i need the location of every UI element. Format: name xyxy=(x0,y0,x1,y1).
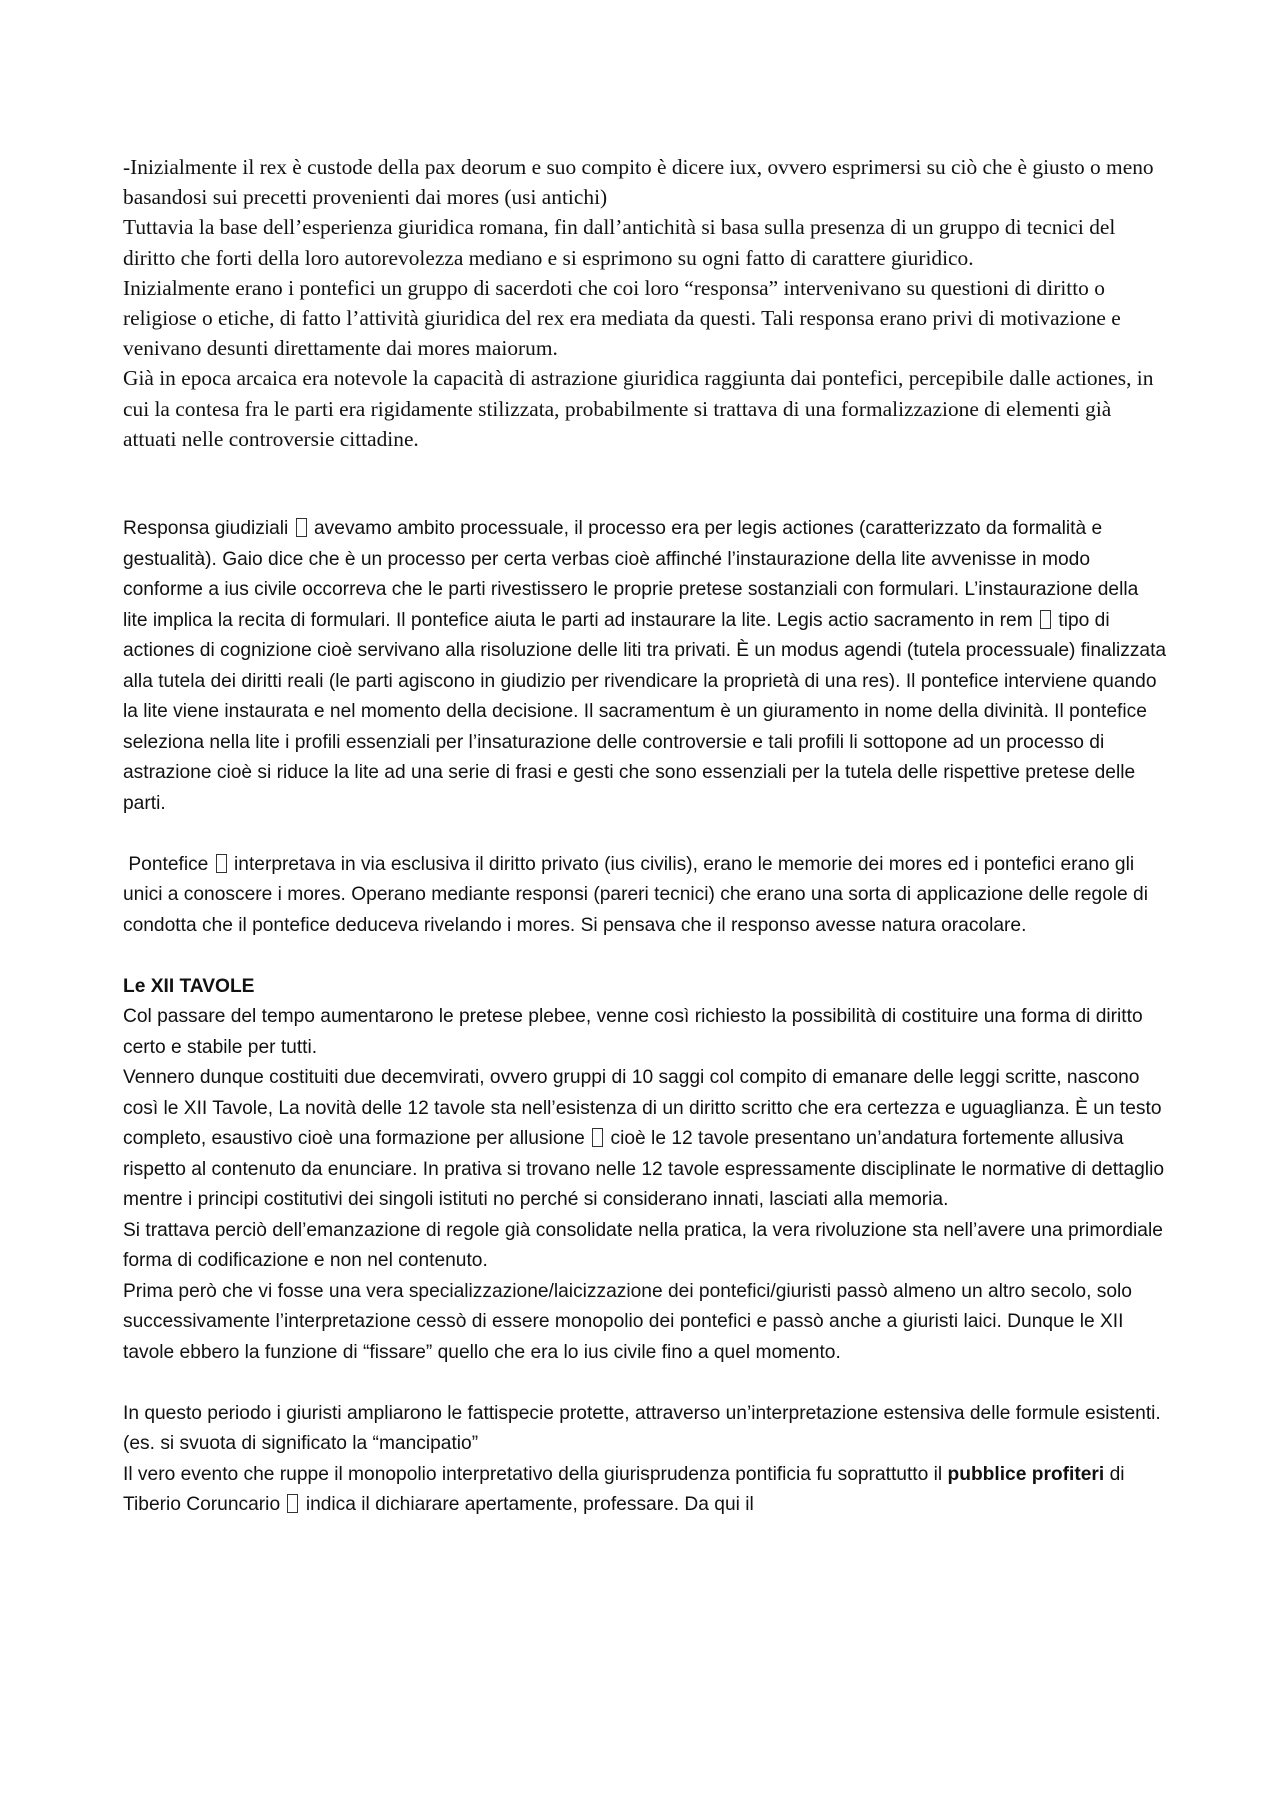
missing-glyph-arrow-icon xyxy=(296,518,307,537)
paragraph-fattispecie: In questo periodo i giuristi ampliarono le fattispecie protette, attraverso un’interpretazione estensiva delle formule esistenti. (es. si svuota di significato la “mancipatio” xyxy=(123,1402,1161,1455)
missing-glyph-arrow-icon xyxy=(1040,610,1051,629)
responsa-text-2: tipo di actiones di cognizione cioè servivano alla risoluzione delle liti tra privati. È un modus agendi (tutela processuale) finalizzata alla tutela dei diritti reali (le parti agiscono in giudizio per rivendicare la proprietà di una res). Il pontefice interviene quando la lite viene instaurata e nel momento della decisione. Il sacramentum è un giuramento in nome della divinità. Il pontefice seleziona nella lite i profili essenziali per l’insaturazione delle controversie e tali profili li sottopone ad un processo di astrazione cioè si riduce la lite ad una serie di frasi e gesti che sono essenziali per la tutela delle rispettive pretese delle parti. xyxy=(123,609,1167,814)
pontefice-text: interpretava in via esclusiva il diritto privato (ius civilis), erano le memorie dei mores ed i pontefici erano gli unici a conoscere i mores. Operano mediante responsi (pareri tecnici) che erano una sorta di applicazione delle regole di condotta che il pontefice deduceva rivelando i mores. Si pensava che il responso avesse natura oracolare. xyxy=(123,853,1148,936)
paragraph-decemvirati xyxy=(123,1063,1168,1216)
document-page xyxy=(123,152,1168,1521)
body-section xyxy=(123,514,1168,1521)
decemvirati-text-1: Vennero dunque costituiti due decemvirati, ovvero gruppi di 10 saggi col compito di emanare delle leggi scritte, nascono così le XII Tavole, La novità delle 12 tavole sta nell’esistenza di un diritto scritto che era certezza e uguaglianza. È un testo completo, esaustivo cioè una formazione per allusione xyxy=(123,1067,1162,1150)
intro-section xyxy=(123,152,1168,454)
paragraph-pontefice xyxy=(123,850,1168,942)
paragraph-laicizzazione: Prima però che vi fosse una vera specializzazione/laicizzazione dei pontefici/giuristi passò almeno un altro secolo, solo successivamente l’interpretazione cessò di essere monopolio dei pontefici e passò anche a giuristi laici. Dunque le XII tavole ebbero la funzione di “fissare” quello che era lo ius civile fino a quel momento. xyxy=(123,1280,1132,1363)
paragraph-esperienza-giuridica: Tuttavia la base dell’esperienza giuridica romana, fin dall’antichità si basa sulla presenza di un gruppo di tecnici del diritto che forti della loro autorevolezza mediano e si esprimono su ogni fatto di carattere giuridico. xyxy=(123,215,1116,270)
paragraph-pretese-plebee: Col passare del tempo aumentarono le pretese plebee, venne così richiesto la possibilità di costituire una forma di diritto certo e stabile per tutti. xyxy=(123,1006,1143,1058)
monopolio-text-2: di Tiberio Coruncario xyxy=(123,1463,1125,1516)
responsa-text-1: avevamo ambito processuale, il processo era per legis actiones (caratterizzato da formalità e gestualità). Gaio dice che è un processo per certa verbas cioè affinché l’instaurazione della lite avvenisse in modo conforme a ius civile occorreva che le parti rivestissero le proprie pretese sostanziali con formulari. L’instaurazione della lite implica la recita di formulari. Il pontefice aiuta le parti ad instaurare la lite. Legis actio sacramento in rem xyxy=(123,518,1139,631)
missing-glyph-arrow-icon xyxy=(287,1494,298,1513)
monopolio-text-3: indica il dichiarare apertamente, professare. Da qui il xyxy=(305,1494,754,1516)
pubblice-profiteri-term: pubblice profiteri xyxy=(947,1463,1105,1485)
heading-xii-tavole: Le XII TAVOLE xyxy=(123,975,255,997)
responsa-lead: Responsa giudiziali xyxy=(123,518,289,540)
paragraph-rex: -Inizialmente il rex è custode della pax deorum e suo compito è dicere iux, ovvero esprimersi su ciò che è giusto o meno basandosi sui precetti provenienti dai mores (usi antichi) xyxy=(123,155,1154,210)
paragraph-pontefici: Inizialmente erano i pontefici un gruppo di sacerdoti che coi loro “responsa” intervenivano su questioni di diritto o religiose o etiche, di fatto l’attività giuridica del rex era mediata da questi. Tali responsa erano privi di motivazione e venivano desunti direttamente dai mores maiorum. xyxy=(123,275,1121,361)
pontefice-lead: Pontefice xyxy=(128,853,209,875)
monopolio-text-1: Il vero evento che ruppe il monopolio interpretativo della giurisprudenza pontificia fu soprattutto il xyxy=(123,1463,943,1485)
missing-glyph-arrow-icon xyxy=(592,1128,603,1147)
decemvirati-text-2: cioè le 12 tavole presentano un’andatura fortemente allusiva rispetto al contenuto da enunciare. In prativa si trovano nelle 12 tavole espressamente disciplinate le normative di dettaglio mentre i principi costitutivi dei singoli istituti no perché si considerano innati, lasciati alla memoria. xyxy=(123,1128,1165,1211)
paragraph-responsa xyxy=(123,514,1168,819)
paragraph-epoca-arcaica: Già in epoca arcaica era notevole la capacità di astrazione giuridica raggiunta dai pontefici, percepibile dalle actiones, in cui la contesa fra le parti era rigidamente stilizzata, probabilmente si trattava di una formalizzazione di elementi già attuati nelle controversie cittadine. xyxy=(123,366,1154,451)
paragraph-emanazione: Si trattava perciò dell’emanzazione di regole già consolidate nella pratica, la vera rivoluzione sta nell’avere una primordiale forma di codificazione e non nel contenuto. xyxy=(123,1219,1163,1272)
paragraph-monopolio xyxy=(123,1460,1168,1521)
missing-glyph-arrow-icon xyxy=(216,854,227,873)
